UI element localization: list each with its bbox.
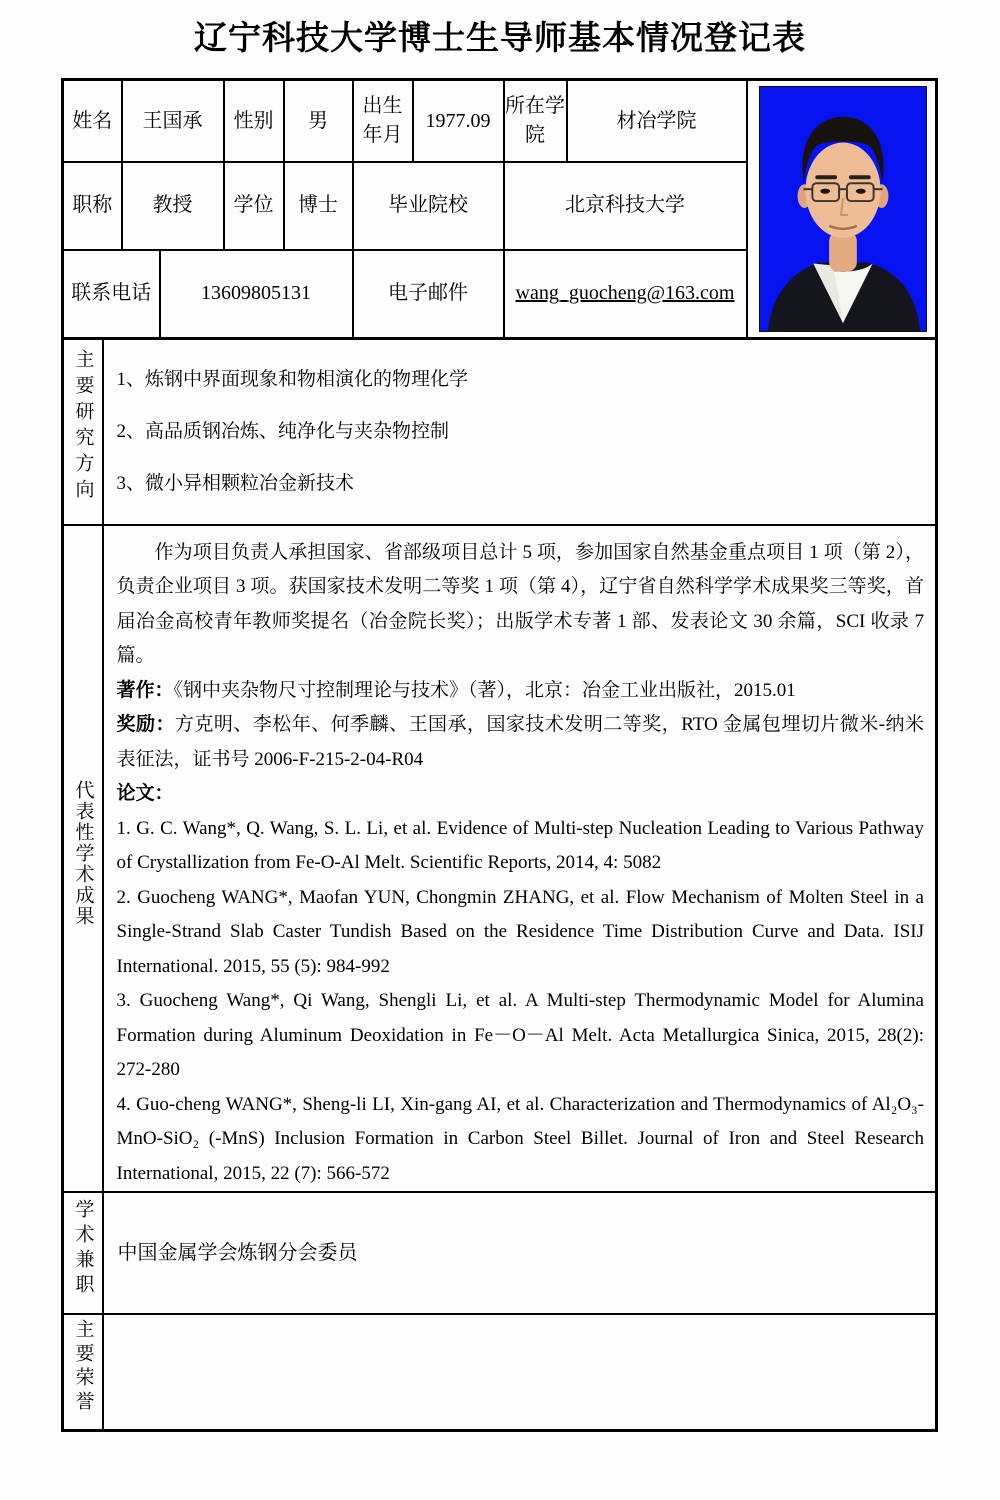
research-item: 2、高品质钢冶炼、纯净化与夹杂物控制 <box>116 420 450 442</box>
academic-positions-content: 中国金属学会炼钢分会委员 <box>103 1192 937 1314</box>
portrait-photo <box>759 86 927 332</box>
achievements-summary: 作为项目负责人承担国家、省部级项目总计 5 项，参加国家自然基金重点项目 1 项（第 2），负责企业项目 3 项。获国家技术发明二等奖 1 项（第 4），辽宁省自然科学学术成果奖三等奖，首届冶金高校青年教师奖提名（冶金院长奖）；出版学术专著 1 部、发表论文 30 余篇，SCI 收录 7 篇。 <box>116 541 924 666</box>
honors-content <box>103 1314 937 1430</box>
academic-positions-label: 学术兼职 <box>72 1198 94 1299</box>
honors-label-cell <box>63 1314 103 1430</box>
job-title-label: 职称 <box>63 162 122 250</box>
research-item: 3、微小异相颗粒冶金新技术 <box>116 472 355 494</box>
college-label: 所在学院 <box>504 80 567 163</box>
papers-label: 论文： <box>116 783 174 804</box>
sections-table <box>61 337 938 1432</box>
research-directions-content <box>103 339 937 525</box>
research-directions-label: 主要研究方向 <box>72 349 94 506</box>
degree-label: 学位 <box>224 162 284 250</box>
basic-info-table <box>61 78 938 340</box>
gender-label: 性别 <box>224 80 284 163</box>
job-title-value: 教授 <box>122 162 224 250</box>
gender-value: 男 <box>284 80 353 163</box>
achievements-content <box>103 525 937 1193</box>
school-label: 毕业院校 <box>353 162 504 250</box>
achievements-label: 代表性学术成果 <box>72 780 94 928</box>
academic-positions-label-cell <box>63 1192 103 1314</box>
birth-label: 出生年月 <box>353 80 413 163</box>
paper-item: 4. Guo-cheng WANG*, Sheng-li LI, Xin-gang AI, et al. Characterization and Thermodynamics of Al₂O₃-MnO-SiO₂ (-MnS) Inclusion Formation in Carbon Steel Billet. Journal of Iron and Steel Research International, 2015, 22 (7): 566-572 <box>116 1093 924 1184</box>
email-link[interactable]: wang_guocheng@163.com <box>515 282 735 305</box>
honors-label: 主要荣誉 <box>72 1319 94 1416</box>
achievements-label-cell <box>63 525 103 1193</box>
award-line <box>117 708 925 777</box>
research-item: 1、炼钢中界面现象和物相演化的物理化学 <box>116 368 469 390</box>
paper-item: 1. G. C. Wang*, Q. Wang, S. L. Li, et al. Evidence of Multi-step Nucleation Leading to Various Pathway of Crystallization from Fe-O-Al Melt. Scientific Reports, 2014, 4: 5082 <box>116 817 924 873</box>
book-line <box>117 674 925 709</box>
phone-label: 联系电话 <box>63 250 160 339</box>
page-title: 辽宁科技大学博士生导师基本情况登记表 <box>194 18 806 57</box>
book-label: 著作： <box>116 679 174 701</box>
name-label: 姓名 <box>63 80 122 163</box>
research-directions-label-cell <box>63 339 103 525</box>
photo-cell <box>747 80 937 339</box>
email-cell <box>504 250 747 339</box>
degree-value: 博士 <box>284 162 353 250</box>
phone-value: 13609805131 <box>160 250 353 339</box>
registration-form <box>61 78 935 1432</box>
college-value: 材冶学院 <box>567 80 747 163</box>
portrait-photo-drawing <box>760 87 926 331</box>
paper-item: 2. Guocheng WANG*, Maofan YUN, Chongmin ZHANG, et al. Flow Mechanism of Molten Steel in a Single-Strand Slab Caster Tundish Based on the Residence Time Distribution Curve and Data. ISIJ International. 2015, 55 (5): 984-992 <box>116 886 924 977</box>
book-text: 《钢中夹杂物尺寸控制理论与技术》（著），北京：冶金工业出版社，2015.01 <box>173 679 796 701</box>
award-label: 奖励： <box>116 714 175 735</box>
school-value: 北京科技大学 <box>504 162 747 250</box>
email-label: 电子邮件 <box>353 250 504 339</box>
paper-item: 3. Guocheng Wang*, Qi Wang, Shengli Li, et al. A Multi-step Thermodynamic Model for Alumina Formation during Aluminum Deoxidation in Fe－O－Al Melt. Acta Metallurgica Sinica, 2015, 28(2): 272-280 <box>116 990 924 1080</box>
name-value: 王国承 <box>122 80 224 163</box>
award-text: 方克明、李松年、何季麟、王国承，国家技术发明二等奖，RTO 金属包埋切片微米-纳米表征法，证书号 2006-F-215-2-04-R04 <box>116 714 924 770</box>
birth-value: 1977.09 <box>413 80 504 163</box>
